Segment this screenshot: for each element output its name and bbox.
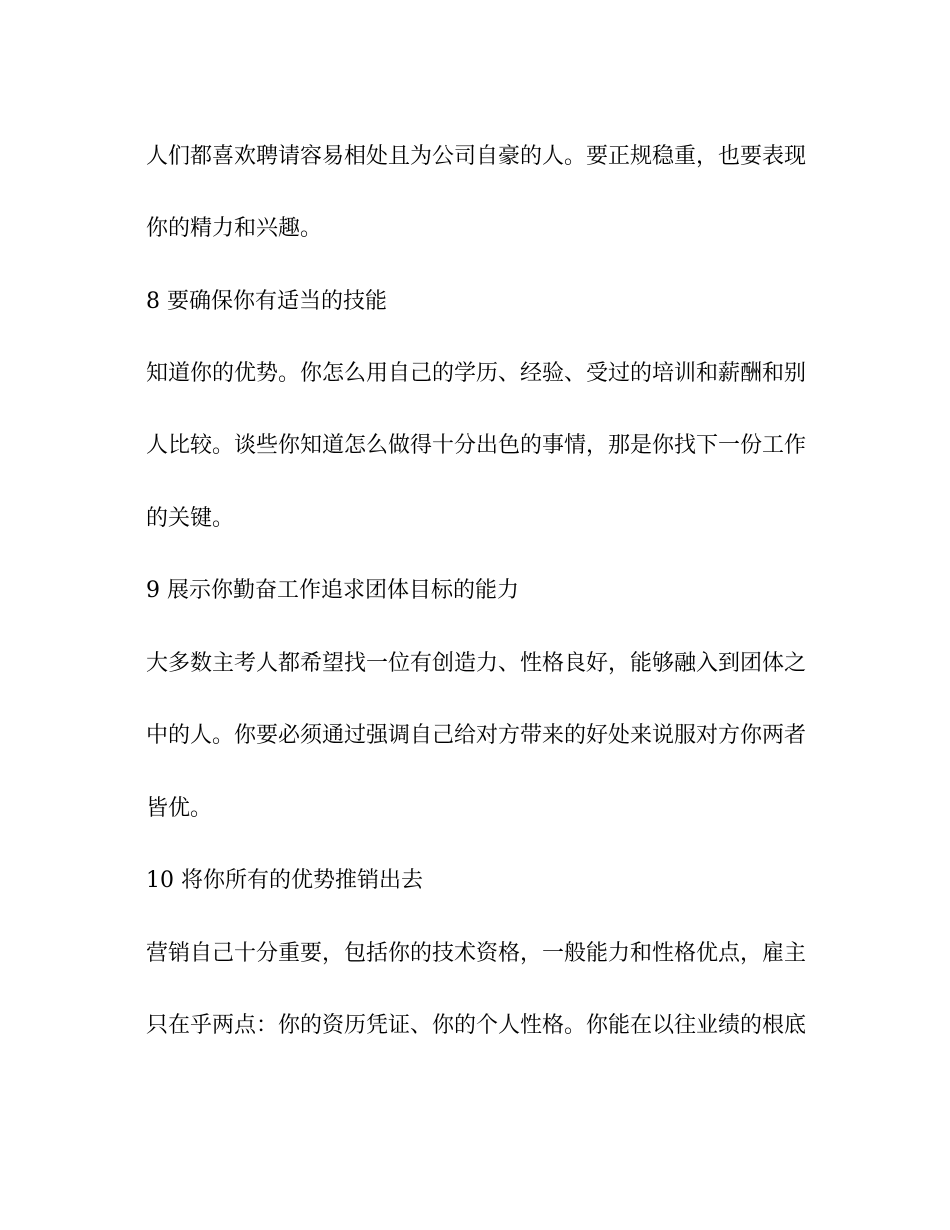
paragraph-line: 知道你的优势。你怎么用自己的学历、经验、受过的培训和薪酬和别 <box>146 361 807 386</box>
paragraph-line: 中的人。你要必须通过强调自己给对方带来的好处来说服对方你两者 <box>146 723 807 748</box>
paragraph-line: 大多数主考人都希望找一位有创造力、性格良好，能够融入到团体之 <box>146 651 807 676</box>
paragraph-line: 皆优。 <box>146 796 213 821</box>
section-heading: 8 要确保你有适当的技能 <box>146 289 387 314</box>
section-heading: 9 展示你勤奋工作追求团体目标的能力 <box>146 578 519 603</box>
paragraph-line: 人们都喜欢聘请容易相处且为公司自豪的人。要正规稳重，也要表现 <box>146 144 807 169</box>
paragraph-line: 你的精力和兴趣。 <box>146 216 323 241</box>
paragraph-line: 的关键。 <box>146 506 235 531</box>
paragraph-line: 只在乎两点：你的资历凭证、你的个人性格。你能在以往业绩的根底 <box>146 1013 807 1038</box>
paragraph-line: 营销自己十分重要，包括你的技术资格，一般能力和性格优点，雇主 <box>146 941 807 966</box>
paragraph-line: 人比较。谈些你知道怎么做得十分出色的事情，那是你找下一份工作 <box>146 433 807 458</box>
section-heading: 10 将你所有的优势推销出去 <box>146 868 423 893</box>
